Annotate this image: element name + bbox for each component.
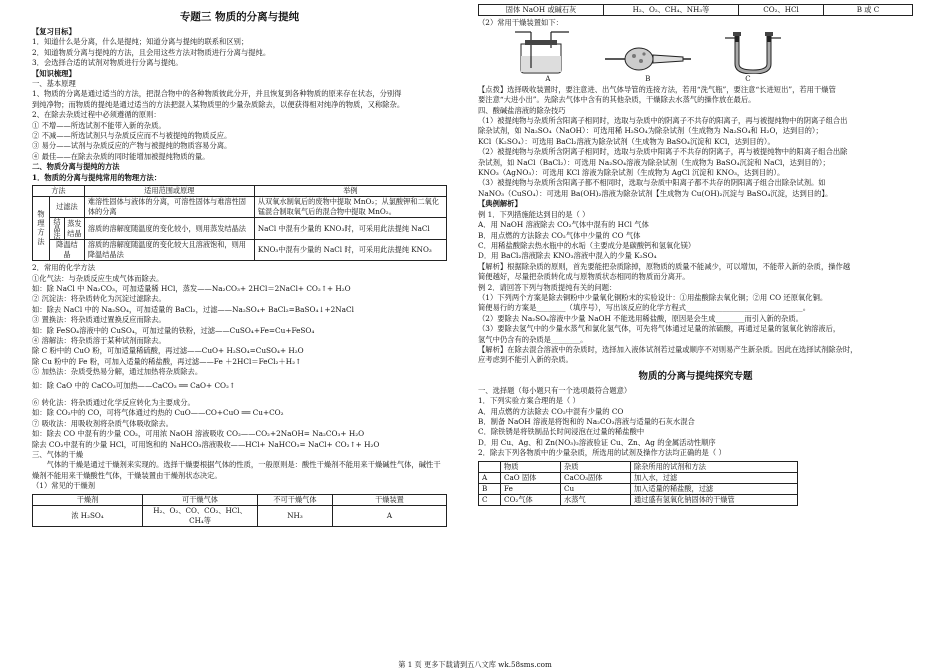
table-cell: 降温结晶 [50, 240, 85, 261]
u-tube-icon [723, 30, 783, 74]
knowledge-heading: 【知识梳理】 [32, 68, 76, 78]
table-header: 不可干燥气体 [258, 494, 333, 505]
table-header: 干燥装置 [333, 494, 447, 505]
table-row [479, 494, 798, 505]
chemical-heading: 2．常用的化学方法 [32, 263, 96, 273]
option: C．用稀盐酸除去热水瓶中的水垢（主要成分是碳酸钙和氢氧化镁） [478, 240, 696, 250]
table-cell: A [479, 472, 501, 483]
paragraph-line: 【点拨】选择吸收装置时，要注意进、出气体导管的连接方法，若用“洗气瓶”，要注意“长进短出”，若用干燥管 [478, 84, 836, 94]
physical-heading: 1．物质的分离与提纯常用的物理方法： [32, 172, 162, 182]
table-cell: 水蒸气 [561, 494, 631, 505]
table-header: 杂质 [561, 461, 631, 472]
paragraph-line: （2）被提纯物与杂质所含阴离子相同时，选取与杂质中阳离子不共存的阴离子，再与被提纯物中的阳离子组合出除 [478, 147, 848, 157]
table-cell: KNO₃中混有少量的 NaCl 时，可采用此法提纯 KNO₃ [254, 240, 446, 261]
dryer-heading: （1）常见的干燥剂 [32, 481, 96, 491]
device-label: C [745, 75, 751, 84]
paragraph-line: 【解析】根据除杂质的原则，首先要能把杂质除掉，原物质的质量不能减少，可以增加，不能带入新的杂质，操作越 [478, 261, 851, 271]
option: B．制备 NaOH 溶液是将饱和的 Na₂CO₃溶液与适量的石灰水混合 [478, 417, 695, 426]
paragraph-line: ⑥ 转化法：将杂质通过化学反应转化为主要成分。 [32, 397, 195, 407]
table-header-row [33, 494, 447, 505]
paragraph-line: 简便易行的方案是________（填序号），写出该反应的化学方程式________________________________。 [478, 303, 811, 313]
review-heading: 【复习目标】 [32, 27, 76, 36]
option: A．用点燃的方法除去 CO₂中混有少量的 CO [478, 406, 624, 416]
paragraph-line: 2、在除去杂质过程中必须遵循的原则： [32, 110, 161, 120]
paragraph-line: ② 沉淀法：将杂质转化为沉淀过滤除去。 [32, 294, 166, 304]
paragraph-line: KNO₃（AgNO₃）：可选用 KCl 溶液为除杂试剂（生成物为 AgCl 沉淀和 KNO₃，达到目的）。 [478, 168, 785, 178]
paragraph-line: （1）被提纯物与杂质所含阳离子相同时，选取与杂质中的阴离子不共存的阳离子，再与被提纯物中的阴离子组合出 [478, 116, 848, 126]
table-row [33, 505, 447, 526]
paragraph-line: 【解析】在除去混合溶液中的杂质时，选择加入液体试剂若过量或顺序不对则易产生新杂质。因此在选择试剂除杂时， [478, 344, 858, 354]
paragraph-line: （3）被提纯物与杂质所含阳离子都不相同时，选取与杂质中阳离子都不共存的阴阳离子组合出除杂试剂。如 [478, 178, 826, 188]
table-row [479, 5, 913, 16]
gas-paragraph: 气体的干燥是通过干燥剂来实现的。选择干燥要根据气体的性质，一般原则是：酸性干燥剂不能用来干燥碱性气体，碱性干燥剂不能用来干燥酸性气体，干燥装置由干燥剂状态决定。 [32, 460, 441, 480]
paragraph-line: 杂试剂，如 NaCl（BaCl₂）：可选用 Na₂SO₄溶液为除杂试剂（生成物为 BaSO₄沉淀和 NaCl，达到目的）； [478, 157, 830, 167]
table-cell: 溶质的溶解度随温度的变化较小，则用蒸发结晶法 [84, 218, 254, 240]
paragraph-line: 简便越好，尽量把杂质转化成与原物质状态相同的物质而分离开。 [478, 272, 690, 282]
dryer-table-continued [478, 4, 913, 16]
paragraph-line: NaNO₃（CuSO₄）：可选用 Ba(OH)₂溶液为除杂试剂【生成物为 Cu(OH)₂沉淀与 BaSO₄沉淀，达到目的】。 [478, 188, 833, 198]
tip-block [478, 85, 913, 106]
paragraph-line: 1、物质的分离是通过适当的方法，把混合物中的各种物质彼此分开，并且恢复到各种物质的原来存在状态，分别得 [32, 89, 402, 99]
page-title: 专题三 物质的分离与提纯 [179, 11, 300, 23]
table-cell: NaCl 中混有少量的 KNO₃时，可采用此法提纯 NaCl [254, 218, 446, 240]
method-label: 蒸发结晶 [67, 218, 82, 238]
basic-heading: 一、基本原理 [32, 79, 76, 89]
review-item: 3．会选择合适的试剂对物质进行分离与提纯。 [32, 58, 183, 68]
table-cell [50, 218, 85, 240]
table-header [479, 461, 501, 472]
paragraph-line: 氢气中仍含有的杂质是________。 [478, 334, 588, 344]
paragraph-line: ④ 溶解法：将杂质溶于某种试剂而除去。 [32, 335, 166, 345]
table-cell: CaCO₃固体 [561, 472, 631, 483]
paragraph-line: 如：除去 CO 中混有的少量 CO₂，可用浓 NaOH 溶液吸收 CO₂——CO₂+2NaOH= Na₂CO₃+ H₂O [32, 429, 365, 439]
table-header: 方法 [33, 186, 85, 197]
paragraph-line: 如：除 CaO 中的 CaCO₃可加热——CaCO₃ ══ CaO+ CO₂↑ [32, 380, 236, 390]
physical-methods-table [32, 185, 447, 261]
table-cell: 难溶性固体与液体的分离，可溶性固体与难溶性固体的分离 [84, 197, 254, 218]
question: 1．下列实验方案合理的是（ ） [478, 396, 580, 406]
topic-title: 物质的分离与提纯探究专题 [638, 370, 753, 382]
paragraph-line: ③ 置换法：将杂质通过置换反应而除去。 [32, 315, 166, 325]
methods-heading: 二、物质分离与提纯的方法 [32, 162, 120, 172]
device-label: A [545, 75, 551, 84]
paragraph-line: ① 不增——所选试剂不能带入新的杂质。 [32, 120, 166, 130]
paragraph-line: （2）要除去 Na₂SO₄溶液中少量 NaOH 不能选用稀盐酸，原因是会生成________而引入新的杂质。 [478, 313, 803, 323]
paragraph-line: 要注意“大进小出”。先除去气体中含有的其他杂质，干燥除去水蒸气的操作放在最后。 [478, 95, 756, 105]
table-cell: Cu [561, 483, 631, 494]
option: C．除铁锈是将铁制品长时间浸泡在过量的稀盐酸中 [478, 427, 645, 437]
table-cell: 过滤法 [50, 197, 85, 218]
table-cell: CaO 固体 [501, 472, 561, 483]
chemical-methods [32, 274, 447, 451]
table-row [33, 197, 447, 218]
table-group-label: 物理方法 [33, 197, 50, 261]
table-header: 适用范围或原理 [84, 186, 254, 197]
table-cell: H₂、O₂、CO、CO₂、HCl、CH₄等 [143, 505, 258, 526]
dryer-table [32, 494, 447, 527]
paragraph-line: ④ 最佳——在除去杂质的同时能增加被提纯物质的量。 [32, 151, 210, 161]
review-item: 2．知道物质分离与提纯的方法，且会用这些方法对物质进行分离与提纯。 [32, 47, 271, 57]
device-heading: （2）常用干燥装置如下： [478, 18, 563, 27]
table-cell: C [479, 494, 501, 505]
table-cell: B [479, 483, 501, 494]
page-footer: 第 1 页 更多下载请到五八文库 wk.58sms.com [398, 659, 552, 669]
table-cell: B 或 C [824, 5, 913, 16]
table-header: 物质 [501, 461, 561, 472]
paragraph-line: （1）下列两个方案是除去铜粉中少量氧化铜粉末的实验设计：①用盐酸除去氧化铜；②用 CO 还原氧化铜。 [478, 292, 828, 302]
table-cell: 浓 H₂SO₄ [33, 505, 143, 526]
paragraph-line: KCl（K₂SO₄）：可选用 BaCl₂溶液为除杂试剂（生成物为 BaSO₄沉淀和 KCl，达到目的）。 [478, 136, 775, 146]
salt-techniques [478, 116, 913, 199]
table-cell: A [333, 505, 447, 526]
drying-tube-icon [603, 44, 693, 74]
example-question: 例 1．下列措施能达到目的是（ ） [478, 209, 590, 219]
paragraph-line: 如：除 CO₂中的 CO，可将气体通过灼热的 CuO——CO+CuO ══ Cu+CO₂ [32, 408, 284, 418]
paragraph-line: ⑦ 吸收法：用吸收剂将杂质气体吸收除去。 [32, 418, 173, 428]
sub-label: 结晶法 [50, 218, 65, 239]
paragraph-line: ①化气法：与杂质反应生成气体而除去。 [32, 273, 164, 283]
paragraph-line: 如：除 NaCl 中 Na₂CO₃，可加适量稀 HCl，蒸发——Na₂CO₃+ 2HCl＝2NaCl+ CO₂↑+ H₂O [32, 283, 351, 293]
paragraph-line: ② 不减——所选试剂只与杂质反应而不与被提纯的物质反应。 [32, 131, 232, 141]
review-list [32, 37, 447, 68]
table-cell: CO₂、HCl [739, 5, 824, 16]
paragraph-line: ⑤ 加热法：杂质受热易分解，通过加热将杂质除去。 [32, 367, 203, 377]
gas-heading: 三、气体的干燥 [32, 450, 84, 459]
review-item: 1．知道什么是分离，什么是提纯；知道分离与提纯的联系和区别； [32, 37, 249, 47]
device-label: B [645, 75, 651, 84]
table-row [479, 472, 798, 483]
table-header: 除杂所用的试剂和方法 [631, 461, 798, 472]
table-header: 举例 [254, 186, 446, 197]
salt-heading: 四、酸碱盐溶液的除杂技巧 [478, 105, 566, 115]
paragraph-line: 如：除 FeSO₄溶液中的 CuSO₄，可加过量的铁粉，过滤——CuSO₄+Fe=Cu+FeSO₄ [32, 325, 315, 335]
table-cell: 固体 NaOH 或碱石灰 [479, 5, 604, 16]
choice-heading: 一、选择题（每小题只有一个选项最符合题意） [478, 385, 632, 395]
paragraph-line: 应考虑到不能引入新的杂质。 [478, 355, 573, 365]
right-column [478, 4, 913, 658]
paragraph-line: 如：除去 NaCl 中的 Na₂SO₄，可加适量的 BaCl₂，过滤——Na₂SO₄+ BaCl₂=BaSO₄↓+2NaCl [32, 304, 354, 314]
paragraph-line: 除 Cu 粉中的 Fe 粉，可加入适量的稀盐酸，再过滤——Fe ＋2HCl＝FeCl₂＋H₂↑ [32, 356, 302, 366]
example-heading: 【典例解析】 [478, 199, 522, 209]
table-header: 干燥剂 [33, 494, 143, 505]
paragraph-line: 到纯净物；而物质的提纯是通过适当的方法把混入某物质里的少量杂质除去，以便获得相对纯净的物质，又称除杂。 [32, 99, 405, 109]
question-table [478, 461, 798, 506]
example-question: 例 2．请回答下列与物质提纯有关的问题： [478, 282, 617, 292]
example-options [478, 220, 913, 262]
gas-washing-bottle-icon [513, 30, 573, 74]
device-labels [498, 74, 798, 84]
paragraph-line: ③ 易分——试剂与杂质反应的产物与被提纯的物质容易分离。 [32, 141, 232, 151]
basic-principles [32, 89, 447, 162]
paragraph-line: 除去 CO₂中混有的少量 HCl，可用饱和的 NaHCO₃溶液吸收——HCl+ NaHCO₃= NaCl+ CO₂↑+ H₂O [32, 439, 380, 449]
option: A．用 NaOH 溶液除去 CO₂气体中混有的 HCl 气体 [478, 220, 649, 230]
table-header-row [33, 186, 447, 197]
paragraph-line: 除 C 粉中的 CuO 粉，可加适量稀硫酸，再过滤——CuO+ H₂SO₄=CuSO₄+ H₂O [32, 346, 304, 356]
table-cell: 通过盛有氢氧化钠固体的干燥管 [631, 494, 798, 505]
table-cell: 从双氧水制氧后的废物中提取 MnO₂；从氯酸钾和二氧化锰混合制取氧气后的混合物中提取 MnO₂。 [254, 197, 446, 218]
question: 2．除去下列各物质中的少量杂质，所选用的试剂及操作方法均正确的是（ ） [478, 448, 726, 458]
table-cell: H₂、O₂、CH₄、NH₃等 [604, 5, 739, 16]
paragraph-line: 除杂试剂，如 Na₂SO₄（NaOH）：可选用稀 H₂SO₄为除杂试剂（生成物为 Na₂SO₄和 H₂O，达到目的）； [478, 126, 823, 136]
drying-apparatus [498, 30, 798, 74]
left-column [32, 8, 447, 658]
paragraph-line: （3）要除去氢气中的少量水蒸气和氯化氢气体，可先将气体通过足量的浓硫酸，再通过足量的氢氧化钠溶液后， [478, 324, 841, 334]
option: D．用 Cu、Ag、和 Zn(NO₃)₂溶液验证 Cu、Zn、Ag 的金属活动性顺序 [478, 437, 716, 447]
table-row [479, 483, 798, 494]
table-cell: Fe [501, 483, 561, 494]
table-header-row [479, 461, 798, 472]
table-cell: NH₃ [258, 505, 333, 526]
table-cell: 加入水，过滤 [631, 472, 798, 483]
table-cell: CO₂气体 [501, 494, 561, 505]
option: B．用点燃的方法除去 CO₂气体中少量的 CO 气体 [478, 230, 641, 240]
option: D．用 BaCl₂溶液除去 KNO₃溶液中混入的少量 K₂SO₄ [478, 251, 657, 261]
table-cell: 加入适量的稀盐酸，过滤 [631, 483, 798, 494]
table-header: 可干燥气体 [143, 494, 258, 505]
table-row [33, 218, 447, 240]
table-cell: 溶质的溶解度随温度的变化较大且溶液饱和，则用降温结晶法 [84, 240, 254, 261]
table-row [33, 240, 447, 261]
